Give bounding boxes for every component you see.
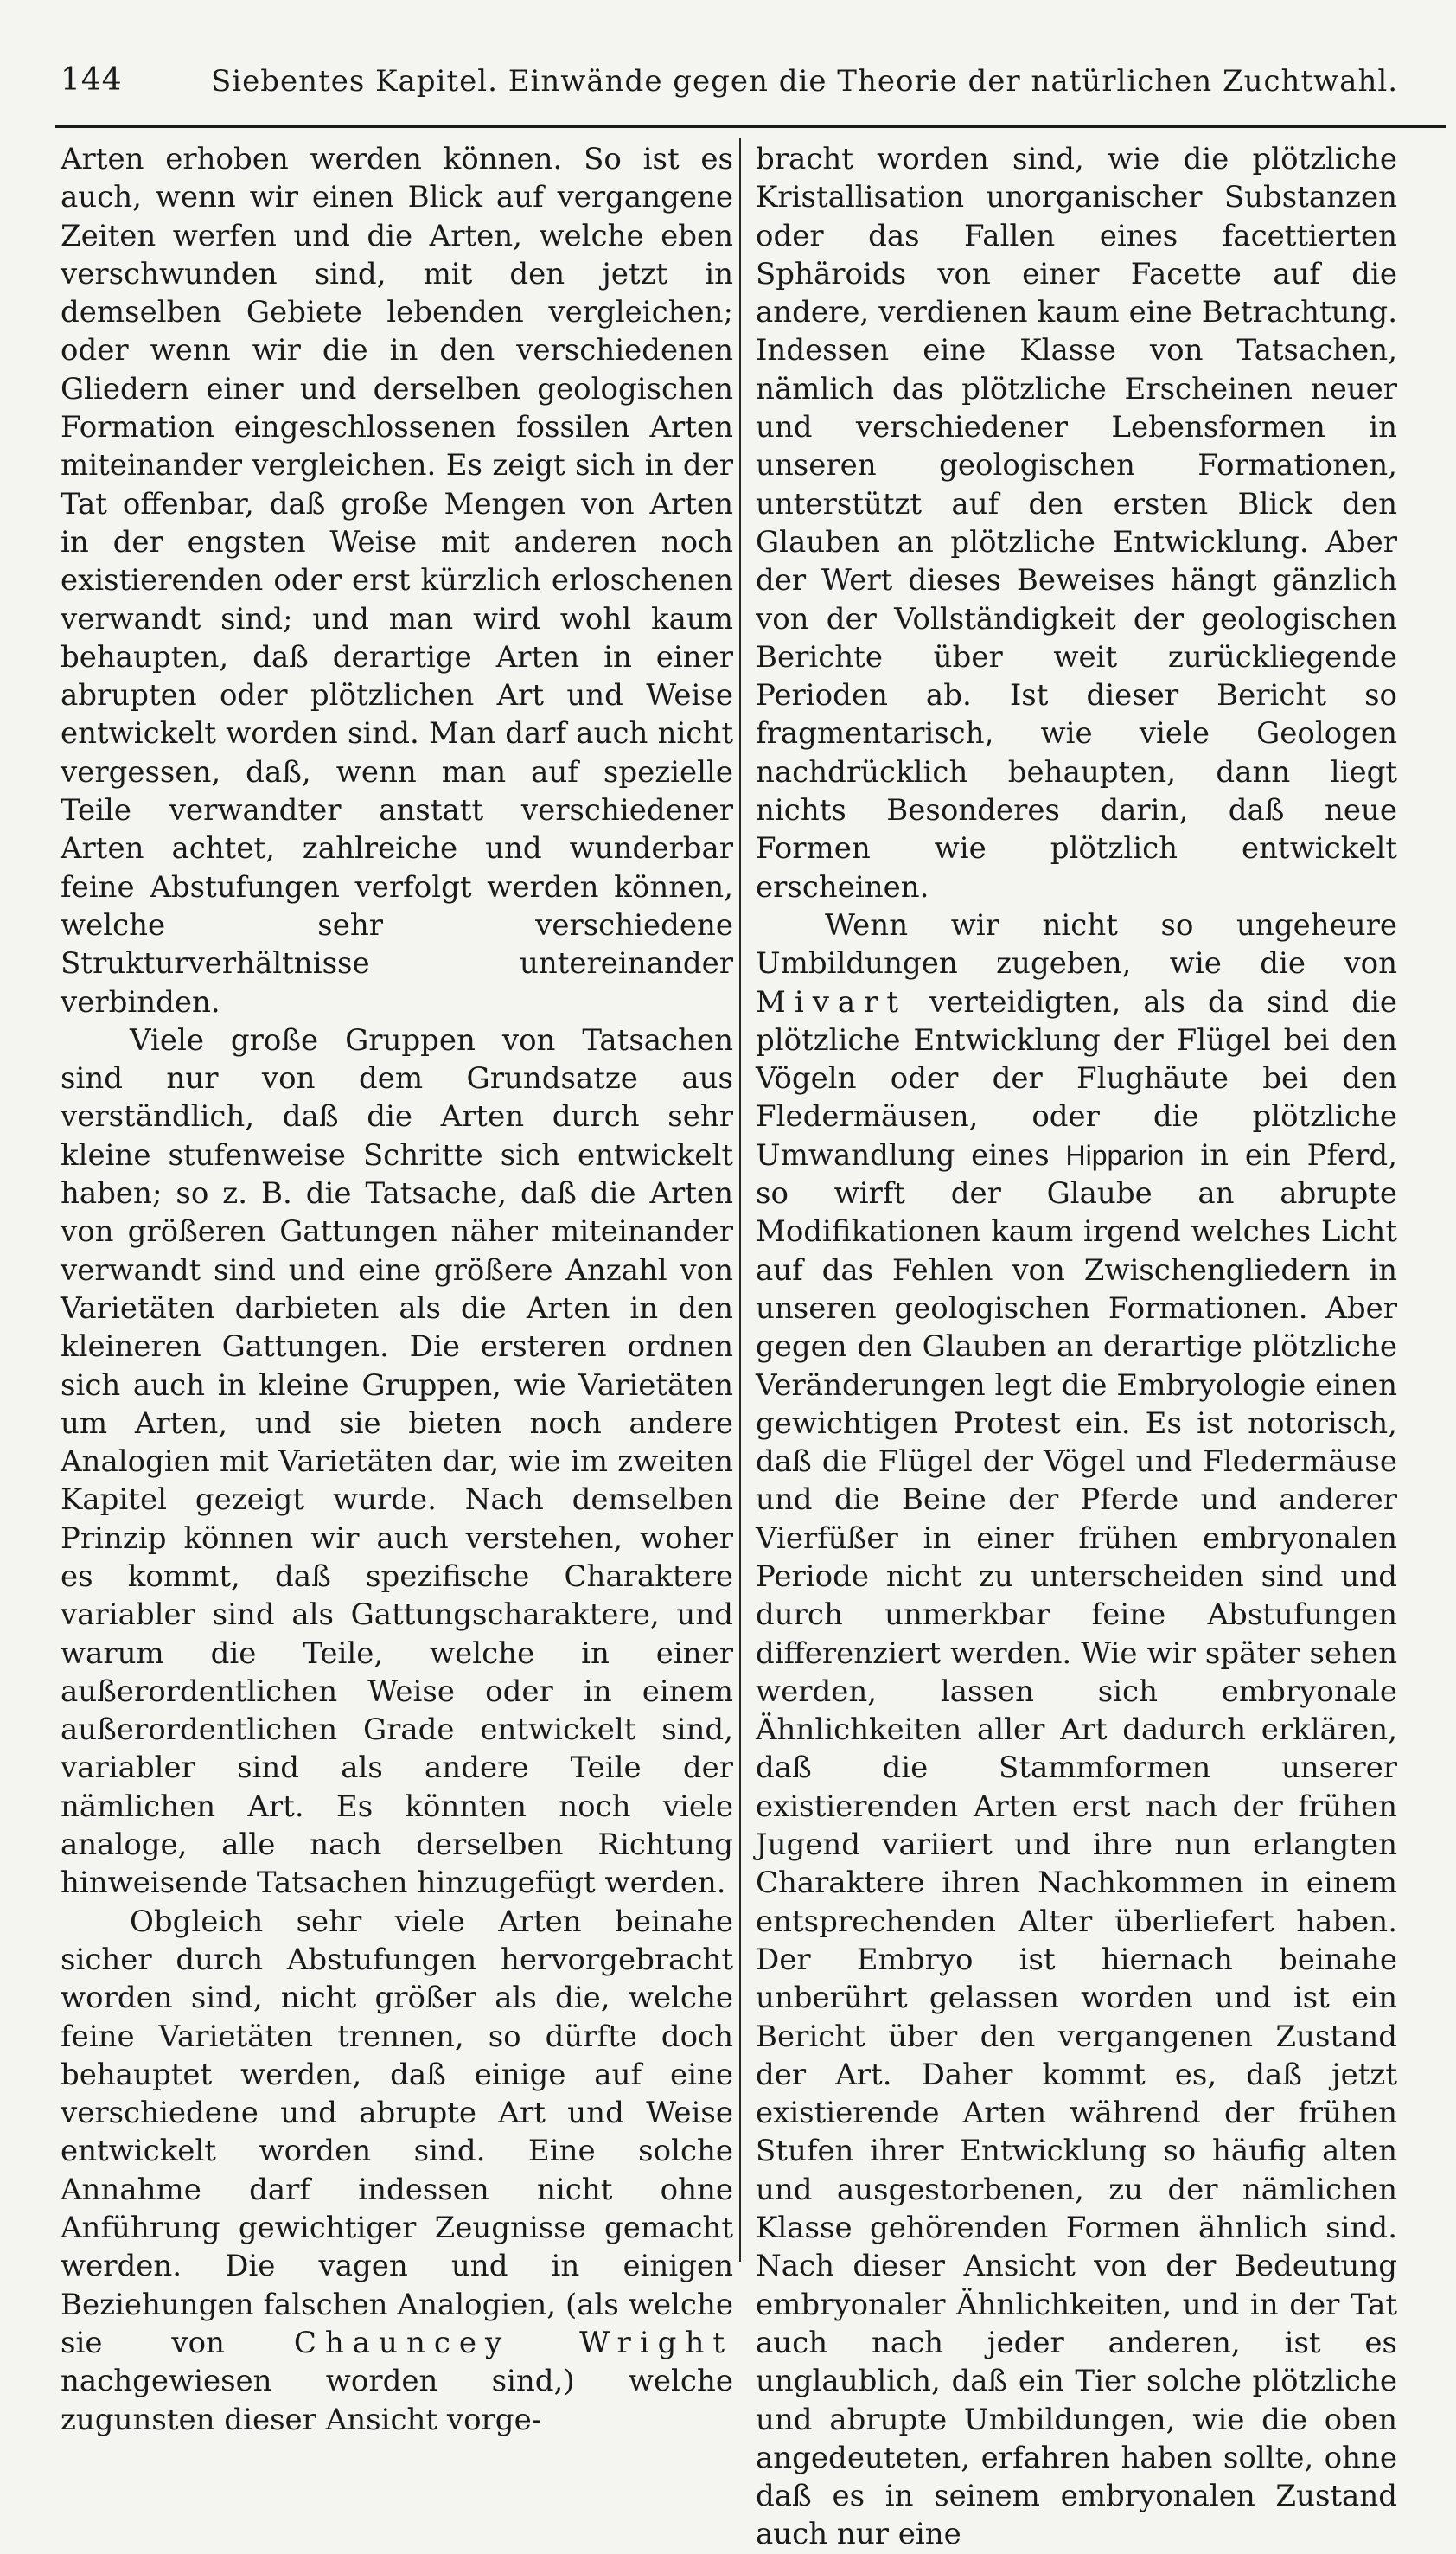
right-paragraph-2-text-b: verteidigten, als da sind die plötzliche Entwicklung der Flügel bei den Vögeln oder der Flughäute bei den Fledermäusen, oder die plötzliche Umwandlung eines — [756, 984, 1397, 1173]
page-header — [55, 62, 1399, 114]
author-name-chauncey: Chauncey — [293, 2325, 511, 2360]
right-paragraph-2-text-c: in ein Pferd, so wirft der Glaube an abrupte Modifikationen kaum irgend welches Licht auf das Fehlen von Zwischengliedern in unseren geologischen Formationen. Aber gegen den Glauben an derartige plötzliche Veränderungen legt die Embryologie einen gewichtigen Protest ein. Es ist notorisch, daß die Flügel der Vögel und Fledermäuse und die Beine der Pferde und anderer Vierfüßer in einer frühen embryonalen Periode nicht zu unterscheiden sind und durch unmerkbar feine Abstufungen differenziert werden. Wie wir später sehen werden, lassen sich embryonale Ähnlichkeiten aller Art dadurch erklären, daß die Stammformen unserer existierenden Arten erst nach der frühen Jugend variiert und ihre nun erlangten Charaktere ihren Nachkommen in einem entsprechenden Alter überliefert haben. Der Embryo ist hiernach beinahe unberührt gelassen worden und ist ein Bericht über den vergangenen Zustand der Art. Daher kommt es, daß jetzt existierende Arten während der frühen Stufen ihrer Entwicklung so häufig alten und ausgestorbenen, zu der nämlichen Klasse gehörenden Formen ähnlich sind. Nach dieser Ansicht von der Bedeutung embryonaler Ähnlichkeiten, und in der Tat auch nach jeder anderen, ist es unglaublich, daß ein Tier solche plötzliche und abrupte Umbildungen, wie die oben angedeuteten, erfahren haben sollte, ohne daß es in seinem embryonalen Zustand auch nur eine — [756, 1137, 1397, 2552]
running-title: Siebentes Kapitel. Einwände gegen die Theorie der natürlichen Zuchtwahl. — [211, 64, 1399, 99]
left-paragraph-3-text-b: nachgewiesen worden sind,) welche zugunsten dieser Ansicht vorge- — [61, 2364, 733, 2437]
page-number: 144 — [61, 62, 123, 98]
left-paragraph-3 — [61, 1903, 733, 2439]
right-column — [756, 140, 1397, 2552]
right-paragraph-1: bracht worden sind, wie die plötzliche Kristallisation unorganischer Substanzen oder das Fallen eines facettierten Sphäroids von einer Facette auf die andere, verdienen kaum eine Betrachtung. Indessen eine Klasse von Tatsachen, nämlich das plötzliche Erscheinen neuer und verschiedener Lebensformen in unseren geologischen Formationen, unterstützt auf den ersten Blick den Glauben an plötzliche Entwicklung. Aber der Wert dieses Beweises hängt gänzlich von der Vollständigkeit der geologischen Berichte über weit zurückliegende Perioden ab. Ist dieser Bericht so fragmentarisch, wie viele Geologen nachdrücklich behaupten, dann liegt nichts Besonderes darin, daß neue Formen wie plötzlich entwickelt erscheinen. — [756, 142, 1397, 905]
author-name-wright: Wright — [579, 2325, 734, 2360]
genus-name-hipparion: Hipparion — [1065, 1139, 1185, 1171]
left-paragraph-1: Arten erhoben werden können. So ist es auch, wenn wir einen Blick auf vergangene Zeiten werfen und die Arten, welche eben verschwunden sind, mit den jetzt in demselben Gebiete lebenden vergleichen; oder wenn wir die in den verschiedenen Gliedern einer und derselben geologischen Formation eingeschlossenen fossilen Arten miteinander vergleichen. Es zeigt sich in der Tat offenbar, daß große Mengen von Arten in der engsten Weise mit anderen noch existierenden oder erst kürzlich erloschenen verwandt sind; und man wird wohl kaum behaupten, daß derartige Arten in einer abrupten oder plötzlichen Art und Weise entwickelt worden sind. Man darf auch nicht vergessen, daß, wenn man auf spezielle Teile verwandter anstatt verschiedener Arten achtet, zahlreiche und wunderbar feine Abstufungen verfolgt werden können, welche sehr verschiedene Strukturverhältnisse untereinander verbinden. — [61, 142, 733, 1020]
column-divider — [739, 138, 741, 2262]
left-paragraph-2: Viele große Gruppen von Tatsachen sind nur von dem Grundsatze aus verständlich, daß die Arten durch sehr kleine stufenweise Schritte sich entwickelt haben; so z. B. die Tatsache, daß die Arten von größeren Gattungen näher miteinander verwandt sind und eine größere Anzahl von Varietäten darbieten als die Arten in den kleineren Gattungen. Die ersteren ordnen sich auch in kleine Gruppen, wie Varietäten um Arten, und sie bieten noch andere Analogien mit Varietäten dar, wie im zweiten Kapitel gezeigt wurde. Nach demselben Prinzip können wir auch verstehen, woher es kommt, daß spezifische Charaktere variabler sind als Gattungscharaktere, und warum die Teile, welche in einer außerordentlichen Weise oder in einem außerordentlichen Grade entwickelt sind, variabler sind als andere Teile der nämlichen Art. Es könnten noch viele analoge, alle nach derselben Richtung hinweisende Tatsachen hinzugefügt werden. — [61, 1022, 733, 1901]
left-paragraph-3-text-a: Obgleich sehr viele Arten beinahe sicher durch Abstufungen hervorgebracht worden sind, nicht größer als die, welche feine Varietäten trennen, so dürfte doch behauptet werden, daß einige auf eine verschiedene und abrupte Art und Weise entwickelt worden sind. Eine solche Annahme darf indessen nicht ohne Anführung gewichtiger Zeugnisse gemacht werden. Die vagen und in einigen Beziehungen falschen Analogien, (als welche sie von — [61, 1904, 733, 2360]
author-name-mivart: Mivart — [756, 984, 908, 1020]
header-rule — [55, 125, 1446, 128]
right-paragraph-2-text-a: Wenn wir nicht so ungeheure Umbildungen zugeben, wie die von — [756, 907, 1397, 982]
left-column — [61, 140, 734, 2437]
right-paragraph-2 — [756, 906, 1397, 2554]
